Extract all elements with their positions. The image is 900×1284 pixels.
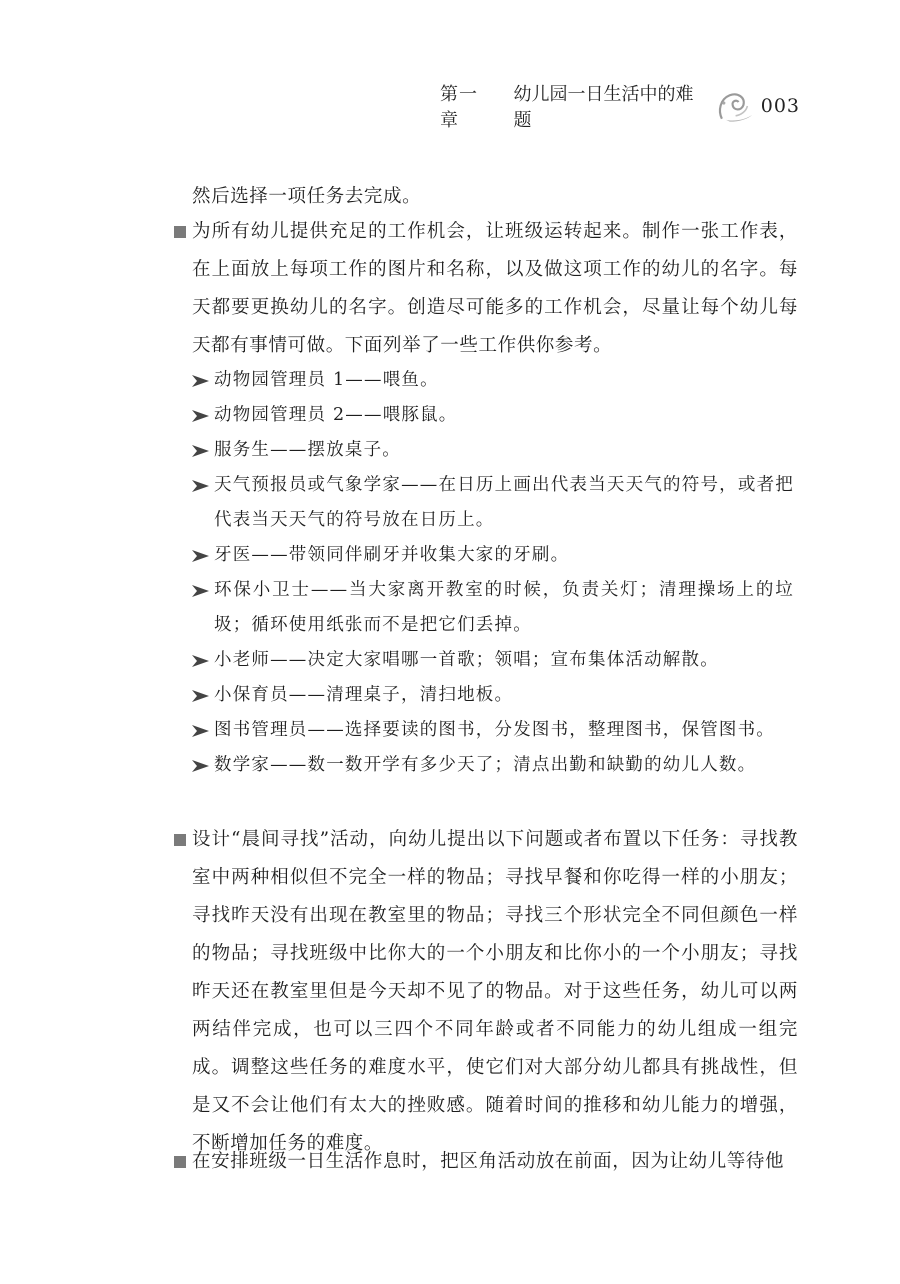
job-item: 天气预报员或气象学家——在日历上画出代表当天天气的符号，或者把代表当天天气的符号放在日历上。	[214, 475, 794, 530]
job-item: 牙医——带领同伴刷牙并收集大家的牙刷。	[214, 545, 570, 565]
arrowhead-bullet-icon	[191, 689, 211, 703]
chapter-title: 幼儿园一日生活中的难题	[513, 84, 694, 131]
square-bullet-icon	[174, 1156, 186, 1168]
bullet-paragraph-morning-search: 设计“晨间寻找”活动，向幼儿提出以下问题或者布置以下任务：寻找教室中两种相似但不完全一样的物品；寻找早餐和你吃得一样的小朋友；寻找昨天没有出现在教室里的物品；寻找三个形状完全不同但颜色一样的物品；寻找班级中比你大的一个小朋友和比你小的一个小朋友；寻找昨天还在教室里但是今天却不见了的物品。对于这些任务，幼儿可以两两结伴完成，也可以三四个不同年龄或者不同能力的幼儿组成一组完成。调整这些任务的难度水平，使它们对大部分幼儿都具有挑战性，但是又不会让他们有太大的挫败感。随着时间的推移和幼儿能力的增强，不断增加任务的难度。	[192, 829, 798, 1154]
job-item: 小保育员——清理桌子，清扫地板。	[214, 685, 514, 705]
job-item: 服务生——摆放桌子。	[214, 440, 401, 460]
job-item: 动物园管理员 2——喂豚鼠。	[214, 405, 458, 425]
job-item: 小老师——决定大家唱哪一首歌；领唱；宣布集体活动解散。	[214, 650, 719, 670]
arrowhead-bullet-icon	[191, 584, 211, 598]
swirl-ornament-icon	[716, 89, 755, 123]
arrowhead-bullet-icon	[191, 409, 211, 423]
job-item: 动物园管理员 1——喂鱼。	[214, 370, 439, 390]
bullet-paragraph-schedule: 在安排班级一日生活作息时，把区角活动放在前面，因为让幼儿等待他	[192, 1151, 785, 1172]
arrowhead-bullet-icon	[191, 759, 211, 773]
arrowhead-bullet-icon	[191, 374, 211, 388]
chapter-label: 第一章	[440, 84, 478, 131]
job-item: 图书管理员——选择要读的图书，分发图书，整理图书，保管图书。	[214, 720, 775, 740]
intro-line: 然后选择一项任务去完成。	[192, 186, 422, 207]
arrowhead-bullet-icon	[191, 549, 211, 563]
arrowhead-bullet-icon	[191, 654, 211, 668]
square-bullet-icon	[174, 226, 186, 238]
job-item: 数学家——数一数开学有多少天了；清点出勤和缺勤的幼儿人数。	[214, 755, 757, 775]
bullet-paragraph-jobs: 为所有幼儿提供充足的工作机会，让班级运转起来。制作一张工作表，在上面放上每项工作的图片和名称，以及做这项工作的幼儿的名字。每天都要更换幼儿的名字。创造尽可能多的工作机会，尽量让每个幼儿每天都有事情可做。下面列举了一些工作供你参考。	[192, 221, 798, 356]
arrowhead-bullet-icon	[191, 479, 211, 493]
job-item: 环保小卫士——当大家离开教室的时候，负责关灯；清理操场上的垃圾；循环使用纸张而不是把它们丢掉。	[214, 580, 794, 635]
running-header	[440, 84, 800, 131]
page-number: 003	[760, 95, 800, 117]
square-bullet-icon	[174, 834, 186, 846]
arrowhead-bullet-icon	[191, 724, 211, 738]
arrowhead-bullet-icon	[191, 444, 211, 458]
